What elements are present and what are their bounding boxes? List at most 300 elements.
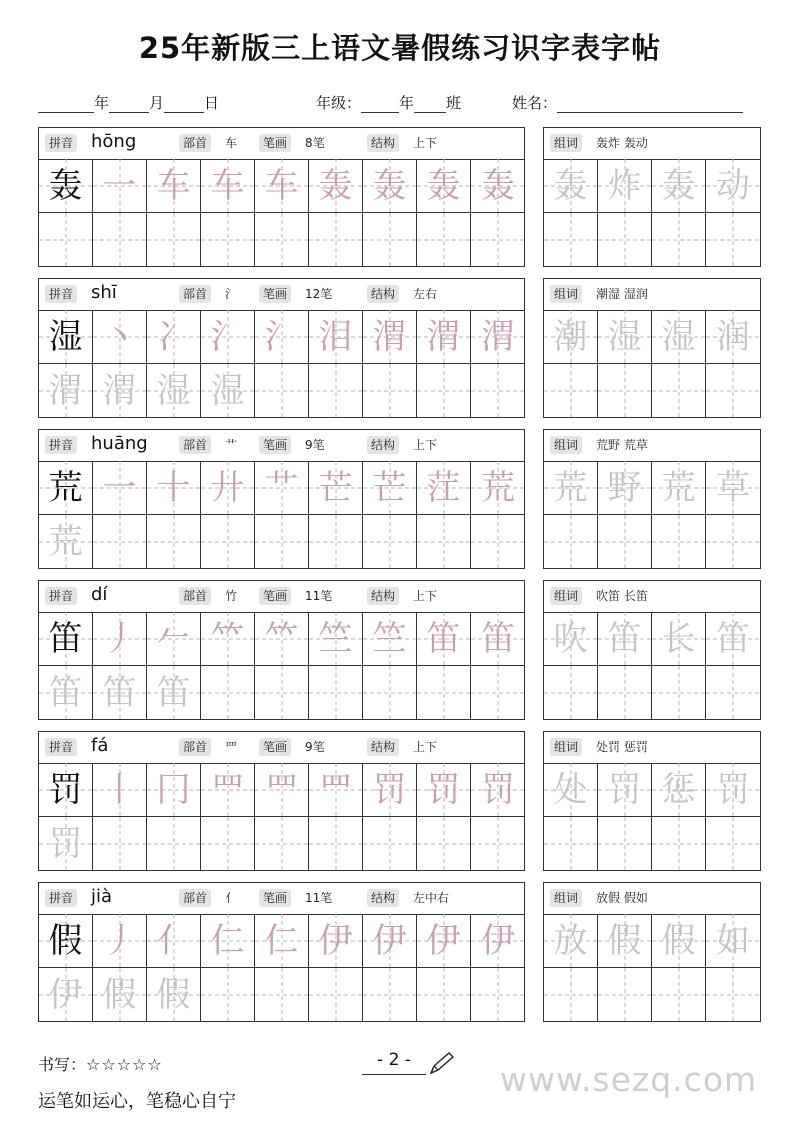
word-cell[interactable] — [706, 159, 760, 213]
pinyin-value: shī — [91, 282, 117, 303]
model-character: 笛 — [48, 618, 83, 659]
practice-cell[interactable] — [39, 612, 93, 666]
practice-cell[interactable] — [201, 461, 255, 515]
practice-cell[interactable] — [93, 666, 147, 720]
practice-cell[interactable] — [147, 515, 201, 569]
practice-cell[interactable] — [471, 612, 525, 666]
practice-panel — [38, 882, 525, 1022]
stroke-step-character — [255, 817, 308, 871]
practice-cell[interactable] — [309, 968, 363, 1022]
word-cell[interactable] — [598, 914, 652, 968]
words-value: 处罚 惩罚 — [596, 740, 648, 754]
word-cell[interactable] — [706, 763, 760, 817]
practice-cell[interactable] — [201, 914, 255, 968]
practice-cell[interactable] — [471, 914, 525, 968]
practice-cell[interactable] — [417, 914, 471, 968]
structure-value: 左右 — [413, 287, 438, 301]
word-cell[interactable] — [544, 461, 598, 515]
char-info-header — [39, 581, 524, 613]
stroke-step-character: 假 — [102, 975, 137, 1015]
stroke-step-character — [255, 515, 308, 569]
practice-cell[interactable] — [255, 310, 309, 364]
stroke-step-character — [363, 213, 416, 267]
stroke-step-character — [147, 817, 200, 871]
char-block — [38, 882, 761, 1022]
practice-cell[interactable] — [255, 364, 309, 418]
practice-cell[interactable] — [201, 364, 255, 418]
stroke-step-character: 氵 — [264, 316, 299, 357]
strokes-label: 笔画 — [259, 134, 291, 152]
stroke-step-character — [93, 213, 146, 267]
radical-value: 竹 — [225, 589, 238, 603]
word-trace-character: 草 — [716, 467, 750, 508]
stroke-step-character: 竺 — [318, 618, 353, 659]
words-value: 吹笛 长笛 — [596, 589, 648, 603]
stroke-step-character: 伊 — [48, 975, 83, 1015]
stroke-step-character — [309, 364, 362, 418]
word-cell[interactable] — [706, 817, 760, 871]
stroke-step-character — [255, 364, 308, 418]
pinyin-value: jià — [91, 886, 113, 907]
practice-cell[interactable] — [255, 968, 309, 1022]
stroke-step-character: 湿 — [210, 371, 245, 411]
page-number: - 2 - — [362, 1050, 426, 1075]
word-cell[interactable] — [706, 515, 760, 569]
word-cell[interactable] — [652, 515, 706, 569]
model-character: 荒 — [48, 467, 83, 508]
practice-cell[interactable] — [471, 159, 525, 213]
word-cell[interactable] — [706, 213, 760, 267]
practice-cell[interactable] — [417, 666, 471, 720]
word-cell[interactable] — [652, 461, 706, 515]
stroke-step-character — [201, 968, 254, 1022]
word-cell[interactable] — [544, 159, 598, 213]
practice-cell[interactable] — [201, 213, 255, 267]
word-trace-character: 罚 — [716, 769, 750, 810]
word-panel — [543, 429, 761, 569]
word-cell[interactable] — [544, 968, 598, 1022]
practice-cell[interactable] — [39, 666, 93, 720]
word-trace-character: 罚 — [607, 769, 642, 810]
practice-cell[interactable] — [147, 310, 201, 364]
practice-cell[interactable] — [201, 612, 255, 666]
stroke-step-character: 丶 — [102, 316, 137, 357]
practice-cell[interactable] — [255, 817, 309, 871]
practice-cell[interactable] — [147, 461, 201, 515]
practice-cell[interactable] — [471, 763, 525, 817]
word-cell[interactable] — [652, 763, 706, 817]
practice-cell[interactable] — [39, 461, 93, 515]
practice-cell[interactable] — [417, 763, 471, 817]
practice-cell[interactable] — [417, 213, 471, 267]
char-block — [38, 278, 761, 418]
words-label: 组词 — [550, 738, 582, 756]
stroke-step-character: 丿 — [102, 618, 137, 659]
word-cell[interactable] — [652, 159, 706, 213]
stroke-step-character: 渭 — [102, 371, 137, 411]
strokes-value: 11笔 — [305, 589, 333, 603]
word-cell[interactable] — [706, 914, 760, 968]
word-cell[interactable] — [544, 310, 598, 364]
stroke-step-character: 𠂉 — [156, 618, 191, 659]
practice-cell[interactable] — [147, 612, 201, 666]
stroke-step-character: 渭 — [372, 316, 407, 357]
practice-cell[interactable] — [147, 914, 201, 968]
char-block — [38, 731, 761, 871]
stroke-step-character: 荒 — [481, 467, 515, 508]
practice-cell[interactable] — [147, 763, 201, 817]
practice-cell[interactable] — [255, 914, 309, 968]
practice-cell[interactable] — [39, 817, 93, 871]
practice-cell[interactable] — [39, 213, 93, 267]
word-cell[interactable] — [544, 763, 598, 817]
practice-cell[interactable] — [363, 461, 417, 515]
stroke-step-character — [417, 515, 470, 569]
practice-cell[interactable] — [363, 666, 417, 720]
writing-rating[interactable] — [38, 1052, 163, 1075]
practice-cell[interactable] — [255, 515, 309, 569]
practice-cell[interactable] — [93, 310, 147, 364]
stroke-step-character: 丿 — [102, 920, 137, 961]
practice-cell[interactable] — [147, 666, 201, 720]
word-cell[interactable] — [706, 612, 760, 666]
practice-cell[interactable] — [201, 310, 255, 364]
word-trace-character: 野 — [607, 467, 642, 508]
practice-cell[interactable] — [93, 817, 147, 871]
stroke-step-character: 渭 — [48, 371, 83, 411]
word-header — [544, 128, 760, 160]
practice-cell[interactable] — [309, 310, 363, 364]
practice-cell[interactable] — [39, 310, 93, 364]
word-cell[interactable] — [706, 461, 760, 515]
word-cell[interactable] — [544, 817, 598, 871]
stroke-step-character: 伊 — [481, 920, 515, 961]
stroke-step-character: 罒 — [264, 769, 299, 810]
structure-value: 上下 — [413, 136, 438, 150]
practice-cell[interactable] — [147, 817, 201, 871]
practice-cell[interactable] — [93, 914, 147, 968]
stroke-step-character: 冂 — [156, 769, 191, 810]
strokes-value: 9笔 — [305, 438, 325, 452]
stroke-step-character — [471, 817, 525, 871]
practice-cell[interactable] — [201, 763, 255, 817]
practice-cell[interactable] — [471, 213, 525, 267]
word-cell[interactable] — [652, 666, 706, 720]
word-cell[interactable] — [544, 213, 598, 267]
word-header — [544, 430, 760, 462]
word-cell[interactable] — [598, 213, 652, 267]
stroke-step-character: 氵 — [210, 316, 245, 357]
word-cell[interactable] — [706, 666, 760, 720]
practice-cell[interactable] — [309, 612, 363, 666]
practice-cell[interactable] — [417, 612, 471, 666]
words-value: 荒野 荒草 — [596, 438, 648, 452]
stroke-step-character — [363, 817, 416, 871]
writing-label: 书写： — [38, 1055, 87, 1074]
practice-cell[interactable] — [93, 968, 147, 1022]
radical-label: 部首 — [179, 587, 211, 605]
word-cell[interactable] — [652, 612, 706, 666]
stroke-step-character — [363, 515, 416, 569]
word-trace-character: 湿 — [607, 316, 642, 357]
strokes-label: 笔画 — [259, 587, 291, 605]
practice-cell[interactable] — [39, 763, 93, 817]
stroke-step-character — [255, 666, 308, 720]
practice-cell[interactable] — [363, 968, 417, 1022]
stroke-step-character — [309, 666, 362, 720]
stroke-step-character — [417, 364, 470, 418]
practice-cell[interactable] — [93, 364, 147, 418]
practice-cell[interactable] — [471, 310, 525, 364]
pinyin-label: 拼音 — [45, 889, 77, 907]
stroke-step-character — [201, 817, 254, 871]
stroke-step-character: 艹 — [264, 467, 299, 508]
practice-cell[interactable] — [93, 159, 147, 213]
word-trace-character: 湿 — [661, 316, 696, 357]
word-cell[interactable] — [598, 817, 652, 871]
practice-cell[interactable] — [201, 159, 255, 213]
word-cell[interactable] — [598, 159, 652, 213]
stroke-step-character — [471, 515, 525, 569]
word-trace-character: 笛 — [607, 618, 642, 659]
practice-cell[interactable] — [417, 364, 471, 418]
stroke-step-character — [309, 515, 362, 569]
stroke-step-character: 湿 — [156, 371, 191, 411]
stroke-step-character — [201, 213, 254, 267]
practice-panel — [38, 429, 525, 569]
stroke-step-character: 罚 — [372, 769, 407, 810]
practice-cell[interactable] — [147, 968, 201, 1022]
practice-cell[interactable] — [471, 461, 525, 515]
stroke-step-character — [93, 817, 146, 871]
practice-cell[interactable] — [363, 159, 417, 213]
model-character: 湿 — [48, 316, 83, 357]
practice-cell[interactable] — [147, 159, 201, 213]
word-cell[interactable] — [544, 515, 598, 569]
word-cell[interactable] — [598, 364, 652, 418]
structure-value: 上下 — [413, 740, 438, 754]
practice-cell[interactable] — [471, 968, 525, 1022]
practice-cell[interactable] — [363, 914, 417, 968]
word-trace-character: 如 — [716, 920, 750, 961]
stroke-step-character: 一 — [102, 165, 137, 206]
practice-cell[interactable] — [39, 364, 93, 418]
practice-cell[interactable] — [471, 515, 525, 569]
structure-label: 结构 — [367, 889, 399, 907]
word-cell[interactable] — [544, 612, 598, 666]
motto: 运笔如运心，笔稳心自宁 — [38, 1091, 236, 1112]
practice-cell[interactable] — [417, 461, 471, 515]
stroke-step-character: 罚 — [481, 769, 515, 810]
stroke-step-character: 罒 — [318, 769, 353, 810]
word-cell[interactable] — [598, 968, 652, 1022]
structure-value: 左中右 — [413, 891, 450, 905]
practice-cell[interactable] — [201, 666, 255, 720]
practice-cell[interactable] — [309, 364, 363, 418]
structure-label: 结构 — [367, 738, 399, 756]
word-cell[interactable] — [706, 310, 760, 364]
model-character: 罚 — [48, 769, 83, 810]
word-cell[interactable] — [652, 364, 706, 418]
word-cell[interactable] — [598, 515, 652, 569]
word-cell[interactable] — [652, 310, 706, 364]
practice-cell[interactable] — [309, 515, 363, 569]
practice-cell[interactable] — [309, 817, 363, 871]
practice-cell[interactable] — [93, 461, 147, 515]
stroke-step-character — [147, 213, 200, 267]
word-cell[interactable] — [652, 914, 706, 968]
radical-label: 部首 — [179, 436, 211, 454]
practice-cell[interactable] — [417, 968, 471, 1022]
word-trace-character: 动 — [716, 165, 750, 206]
word-cell[interactable] — [706, 364, 760, 418]
word-trace-character: 放 — [553, 920, 588, 961]
stroke-step-character: 冫 — [156, 316, 191, 357]
practice-cell[interactable] — [255, 461, 309, 515]
strokes-value: 8笔 — [305, 136, 325, 150]
word-trace-character: 惩 — [661, 769, 696, 810]
practice-cell[interactable] — [201, 817, 255, 871]
stroke-step-character: 笛 — [426, 618, 461, 659]
stroke-step-character: 车 — [264, 165, 299, 206]
practice-cell[interactable] — [39, 914, 93, 968]
practice-cell[interactable] — [147, 213, 201, 267]
practice-cell[interactable] — [39, 968, 93, 1022]
practice-cell[interactable] — [363, 817, 417, 871]
practice-cell[interactable] — [309, 461, 363, 515]
word-cell[interactable] — [652, 817, 706, 871]
practice-cell[interactable] — [363, 213, 417, 267]
word-panel — [543, 278, 761, 418]
word-cell[interactable] — [652, 213, 706, 267]
words-value: 潮湿 湿润 — [596, 287, 648, 301]
word-header — [544, 581, 760, 613]
word-header — [544, 732, 760, 764]
word-cell[interactable] — [598, 666, 652, 720]
stroke-step-character: 假 — [156, 975, 191, 1015]
word-cell[interactable] — [544, 364, 598, 418]
word-header — [544, 883, 760, 915]
strokes-value: 12笔 — [305, 287, 333, 301]
word-trace-character: 荒 — [553, 467, 588, 508]
practice-cell[interactable] — [309, 159, 363, 213]
practice-cell[interactable] — [93, 213, 147, 267]
words-label: 组词 — [550, 889, 582, 907]
word-trace-character: 轰 — [661, 165, 696, 206]
stroke-step-character: 廾 — [210, 467, 245, 508]
practice-cell[interactable] — [417, 817, 471, 871]
practice-cell[interactable] — [363, 310, 417, 364]
practice-cell[interactable] — [417, 515, 471, 569]
stroke-step-character: 亻 — [156, 920, 191, 961]
practice-cell[interactable] — [471, 666, 525, 720]
radical-value: 罒 — [225, 740, 238, 754]
stroke-step-character: 渭 — [481, 316, 515, 357]
practice-cell[interactable] — [471, 364, 525, 418]
word-trace-character: 潮 — [553, 316, 588, 357]
structure-value: 上下 — [413, 438, 438, 452]
stroke-step-character — [417, 666, 470, 720]
practice-cell[interactable] — [417, 159, 471, 213]
stroke-step-character: 渭 — [426, 316, 461, 357]
stroke-step-character: 伊 — [372, 920, 407, 961]
structure-label: 结构 — [367, 134, 399, 152]
practice-cell[interactable] — [93, 515, 147, 569]
practice-cell[interactable] — [363, 364, 417, 418]
practice-cell[interactable] — [255, 666, 309, 720]
word-trace-character: 炸 — [607, 165, 642, 206]
stroke-step-character: 笛 — [156, 673, 191, 713]
word-cell[interactable] — [598, 763, 652, 817]
rating-stars[interactable]: ☆☆☆☆☆ — [86, 1055, 163, 1074]
stroke-step-character — [201, 666, 254, 720]
practice-cell[interactable] — [363, 763, 417, 817]
stroke-step-character: 轰 — [372, 165, 407, 206]
practice-cell[interactable] — [255, 159, 309, 213]
practice-cell[interactable] — [147, 364, 201, 418]
practice-cell[interactable] — [255, 213, 309, 267]
stroke-step-character — [309, 817, 362, 871]
word-panel — [543, 882, 761, 1022]
radical-label: 部首 — [179, 134, 211, 152]
radical-label: 部首 — [179, 889, 211, 907]
practice-cell[interactable] — [417, 310, 471, 364]
word-cell[interactable] — [598, 461, 652, 515]
stroke-step-character: 车 — [210, 165, 245, 206]
practice-cell[interactable] — [363, 612, 417, 666]
word-panel — [543, 731, 761, 871]
word-cell[interactable] — [598, 310, 652, 364]
practice-cell[interactable] — [39, 515, 93, 569]
strokes-value: 9笔 — [305, 740, 325, 754]
practice-cell[interactable] — [363, 515, 417, 569]
practice-cell[interactable] — [309, 213, 363, 267]
stroke-step-character: 伊 — [318, 920, 353, 961]
practice-cell[interactable] — [309, 914, 363, 968]
radical-value: 艹 — [225, 438, 238, 452]
practice-cell[interactable] — [93, 763, 147, 817]
practice-cell[interactable] — [93, 612, 147, 666]
practice-cell[interactable] — [201, 968, 255, 1022]
stroke-step-character: 轰 — [481, 165, 515, 206]
word-trace-character: 荒 — [661, 467, 696, 508]
stroke-step-character: 荒 — [48, 522, 83, 562]
practice-cell[interactable] — [201, 515, 255, 569]
stroke-step-character — [471, 666, 525, 720]
radical-value: 氵 — [225, 287, 238, 301]
name-field[interactable]: 姓名： — [512, 92, 743, 113]
practice-cell[interactable] — [255, 763, 309, 817]
char-info-header — [39, 128, 524, 160]
word-cell[interactable] — [598, 612, 652, 666]
stroke-step-character: 罚 — [48, 824, 83, 864]
structure-label: 结构 — [367, 285, 399, 303]
word-cell[interactable] — [544, 666, 598, 720]
practice-cell[interactable] — [471, 817, 525, 871]
stroke-step-character: 罒 — [210, 769, 245, 810]
word-cell[interactable] — [544, 914, 598, 968]
practice-cell[interactable] — [309, 666, 363, 720]
date-field[interactable]: 年 月 日 — [38, 92, 219, 113]
char-block — [38, 580, 761, 720]
grade-field[interactable]: 年级： 年 班 — [316, 94, 462, 112]
practice-cell[interactable] — [309, 763, 363, 817]
practice-panel — [38, 731, 525, 871]
word-cell[interactable] — [706, 968, 760, 1022]
practice-cell[interactable] — [39, 159, 93, 213]
word-cell[interactable] — [652, 968, 706, 1022]
practice-cell[interactable] — [255, 612, 309, 666]
